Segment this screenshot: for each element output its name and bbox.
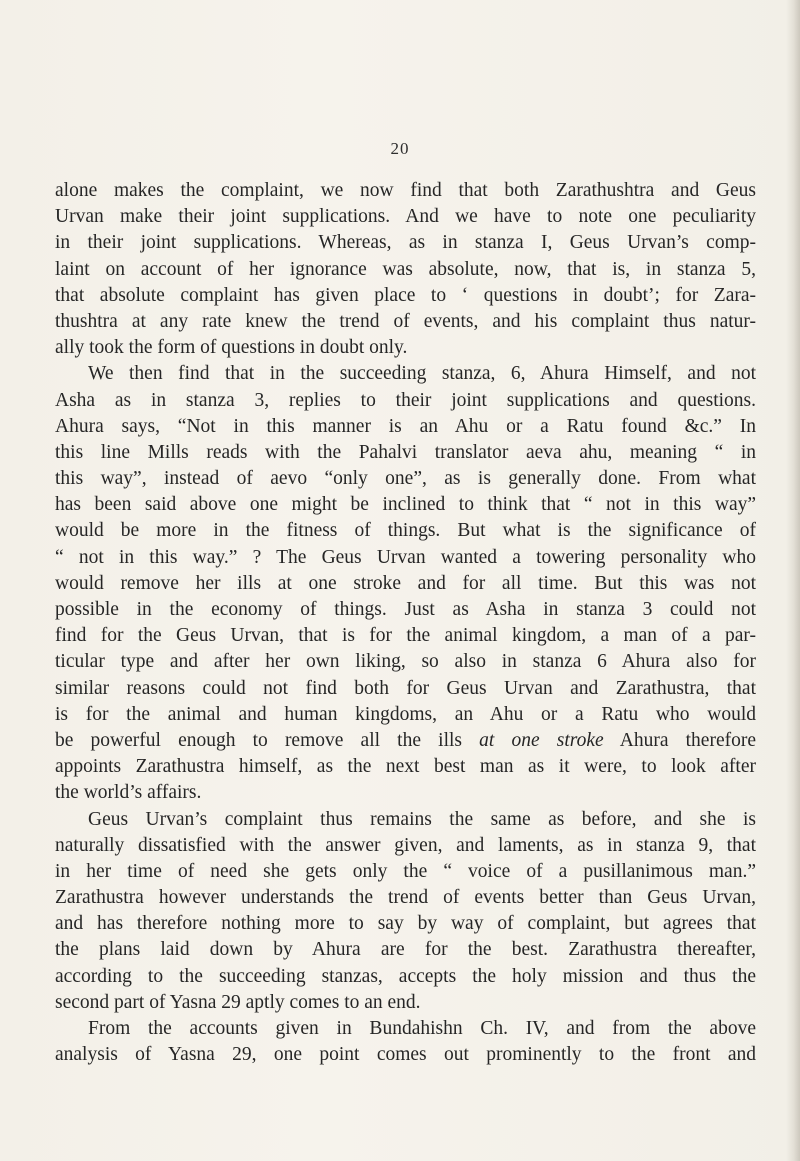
text-line: similar reasons could not find both for Geus Urvan and Zarathustra, that — [55, 677, 756, 699]
text-line: ally took the form of questions in doubt only. — [55, 337, 408, 359]
text-line: and has therefore nothing more to say by way of complaint, but agrees that — [55, 913, 756, 935]
text-line: that absolute complaint has given place to ‘ questions in doubt’; for Zara- — [55, 284, 756, 306]
text-line: possible in the economy of things. Just as Asha in stanza 3 could not — [55, 599, 756, 620]
text-line: alone makes the complaint, we now find that both Zarathushtra and Geus — [55, 180, 756, 201]
text-line: thushtra at any rate knew the trend of events, and his complaint thus natur- — [55, 310, 756, 332]
text-line: find for the Geus Urvan, that is for the animal kingdom, a man of a par- — [55, 625, 756, 647]
text-line-with-italic — [55, 728, 756, 754]
text-line: We then find that in the succeeding stanza, 6, Ahura Himself, and not — [88, 363, 756, 385]
text-line: this way”, instead of aevo “only one”, as is generally done. From what — [55, 468, 756, 490]
text-segment: be powerful enough to remove all the ills — [55, 729, 462, 751]
text-line: appoints Zarathustra himself, as the next best man as it were, to look after — [55, 756, 756, 778]
text-line: in their joint supplications. Whereas, as in stanza I, Geus Urvan’s comp- — [55, 232, 756, 254]
page-edge-shadow — [786, 0, 800, 1161]
page-number: 20 — [390, 139, 410, 158]
text-line: Ahura says, “Not in this manner is an Ahu or a Ratu found &c.” In — [55, 415, 756, 437]
italic-phrase: at one stroke — [479, 729, 604, 751]
text-line: naturally dissatisfied with the answer given, and laments, as in stanza 9, that — [55, 834, 756, 856]
text-line: Geus Urvan’s complaint thus remains the same as before, and she is — [88, 808, 756, 830]
text-line: has been said above one might be inclined to think that “ not in this way” — [55, 494, 756, 516]
text-line: the world’s affairs. — [55, 782, 202, 804]
text-line: in her time of need she gets only the “ voice of a pusillanimous man.” — [55, 860, 756, 882]
text-line: “ not in this way.” ? The Geus Urvan wanted a towering personality who — [55, 546, 756, 568]
text-line: this line Mills reads with the Pahalvi translator aeva ahu, meaning “ in — [55, 441, 756, 463]
text-line: would remove her ills at one stroke and for all time. But this was not — [55, 572, 756, 594]
text-segment: Ahura therefore — [603, 729, 757, 751]
text-line: second part of Yasna 29 aptly comes to an end. — [55, 991, 421, 1013]
text-line: From the accounts given in Bundahishn Ch. IV, and from the above — [88, 1018, 756, 1039]
text-line: would be more in the fitness of things. But what is the significance of — [55, 520, 756, 542]
text-line: Zarathustra however understands the trend of events better than Geus Urvan, — [55, 887, 756, 909]
text-line: analysis of Yasna 29, one point comes out prominently to the front and — [55, 1044, 756, 1066]
body-text — [55, 178, 756, 1068]
text-line: Asha as in stanza 3, replies to their joint supplications and questions. — [55, 389, 756, 411]
text-line: ticular type and after her own liking, so also in stanza 6 Ahura also for — [55, 651, 756, 673]
text-line: the plans laid down by Ahura are for the best. Zarathustra thereafter, — [55, 939, 756, 961]
text-line: laint on account of her ignorance was absolute, now, that is, in stanza 5, — [55, 258, 756, 280]
text-line: is for the animal and human kingdoms, an Ahu or a Ratu who would — [55, 703, 756, 725]
text-line: according to the succeeding stanzas, accepts the holy mission and thus the — [55, 965, 756, 987]
text-line: Urvan make their joint supplications. And we have to note one peculiarity — [55, 206, 756, 228]
